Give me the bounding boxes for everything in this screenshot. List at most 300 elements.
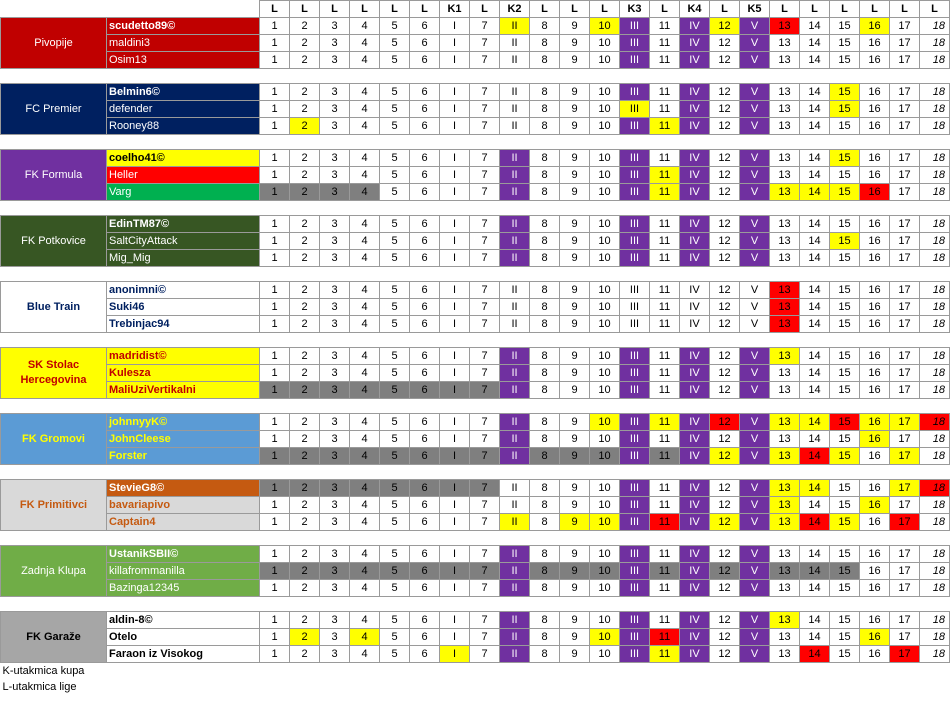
round-cell: 1 xyxy=(260,35,290,52)
spacer-row xyxy=(1,597,950,612)
round-cell: I xyxy=(440,282,470,299)
corner-cell xyxy=(1,1,107,18)
round-cell: 17 xyxy=(890,646,920,663)
player-name-cell: madridist© xyxy=(107,348,260,365)
round-cell: 17 xyxy=(890,563,920,580)
round-cell: 11 xyxy=(650,414,680,431)
round-cell: 1 xyxy=(260,101,290,118)
round-cell: I xyxy=(440,365,470,382)
round-cell: 11 xyxy=(650,431,680,448)
round-cell: 3 xyxy=(320,348,350,365)
round-cell: 4 xyxy=(350,167,380,184)
round-cell: 5 xyxy=(380,563,410,580)
spacer-cell xyxy=(1,531,950,546)
round-cell: 4 xyxy=(350,316,380,333)
round-cell: IV xyxy=(680,563,710,580)
round-cell: V xyxy=(740,382,770,399)
team-name-cell: FK Gromovi xyxy=(1,414,107,465)
round-cell: I xyxy=(440,250,470,267)
round-cell: 10 xyxy=(590,118,620,135)
player-row xyxy=(1,448,950,465)
round-cell: 9 xyxy=(560,150,590,167)
round-cell: 5 xyxy=(380,299,410,316)
round-cell: 13 xyxy=(770,646,800,663)
round-cell: 13 xyxy=(770,448,800,465)
round-cell: 8 xyxy=(530,299,560,316)
round-cell: 13 xyxy=(770,216,800,233)
player-name-cell: Bazinga12345 xyxy=(107,580,260,597)
round-cell: III xyxy=(620,84,650,101)
round-cell: 8 xyxy=(530,101,560,118)
round-cell: 15 xyxy=(830,563,860,580)
round-cell: V xyxy=(740,52,770,69)
round-cell: 15 xyxy=(830,250,860,267)
round-cell: 11 xyxy=(650,118,680,135)
round-cell: 3 xyxy=(320,118,350,135)
round-cell: III xyxy=(620,316,650,333)
round-cell: II xyxy=(500,101,530,118)
round-cell: III xyxy=(620,365,650,382)
round-cell: 17 xyxy=(890,448,920,465)
spacer-row xyxy=(1,465,950,480)
round-cell: 9 xyxy=(560,348,590,365)
round-cell: 7 xyxy=(470,414,500,431)
round-cell: 11 xyxy=(650,646,680,663)
round-cell: 14 xyxy=(800,35,830,52)
round-cell: II xyxy=(500,233,530,250)
round-cell: 11 xyxy=(650,216,680,233)
player-row xyxy=(1,35,950,52)
team-name-cell: Blue Train xyxy=(1,282,107,333)
round-cell: V xyxy=(740,629,770,646)
round-cell: IV xyxy=(680,514,710,531)
column-header: L xyxy=(650,1,680,18)
round-cell: 16 xyxy=(860,101,890,118)
round-cell: I xyxy=(440,52,470,69)
round-cell: 12 xyxy=(710,52,740,69)
player-row xyxy=(1,348,950,365)
round-cell: 16 xyxy=(860,563,890,580)
round-cell: 11 xyxy=(650,18,680,35)
round-cell: I xyxy=(440,348,470,365)
round-cell: 14 xyxy=(800,216,830,233)
round-cell: 5 xyxy=(380,184,410,201)
round-cell: 3 xyxy=(320,365,350,382)
round-cell: 1 xyxy=(260,382,290,399)
round-cell: V xyxy=(740,299,770,316)
round-cell: 6 xyxy=(410,365,440,382)
round-cell: 7 xyxy=(470,563,500,580)
column-header: L xyxy=(710,1,740,18)
round-cell: IV xyxy=(680,101,710,118)
round-cell: II xyxy=(500,282,530,299)
round-cell: 15 xyxy=(830,18,860,35)
round-cell: 5 xyxy=(380,348,410,365)
round-cell: 12 xyxy=(710,101,740,118)
round-cell: 5 xyxy=(380,646,410,663)
round-cell: 12 xyxy=(710,382,740,399)
round-cell: 11 xyxy=(650,316,680,333)
round-cell: 1 xyxy=(260,629,290,646)
round-cell: 13 xyxy=(770,316,800,333)
round-cell: 14 xyxy=(800,233,830,250)
round-cell: II xyxy=(500,316,530,333)
column-header: L xyxy=(590,1,620,18)
round-cell: I xyxy=(440,216,470,233)
round-cell: 15 xyxy=(830,448,860,465)
round-cell: 17 xyxy=(890,18,920,35)
round-cell: 3 xyxy=(320,546,350,563)
round-cell: 9 xyxy=(560,250,590,267)
round-cell: III xyxy=(620,431,650,448)
column-header: L xyxy=(770,1,800,18)
round-cell: 9 xyxy=(560,299,590,316)
round-cell: 9 xyxy=(560,365,590,382)
player-row xyxy=(1,414,950,431)
round-cell: 6 xyxy=(410,414,440,431)
round-cell: 11 xyxy=(650,546,680,563)
round-cell: 9 xyxy=(560,316,590,333)
round-cell: 7 xyxy=(470,299,500,316)
round-cell: 17 xyxy=(890,497,920,514)
round-cell: 18 xyxy=(920,382,950,399)
round-cell: 7 xyxy=(470,514,500,531)
round-cell: I xyxy=(440,629,470,646)
round-cell: 10 xyxy=(590,431,620,448)
round-cell: 16 xyxy=(860,348,890,365)
round-cell: I xyxy=(440,84,470,101)
player-name-cell: UstanikSBII© xyxy=(107,546,260,563)
round-cell: III xyxy=(620,629,650,646)
round-cell: 6 xyxy=(410,580,440,597)
round-cell: III xyxy=(620,546,650,563)
player-row xyxy=(1,365,950,382)
column-header: L xyxy=(470,1,500,18)
round-cell: 8 xyxy=(530,365,560,382)
round-cell: 16 xyxy=(860,84,890,101)
round-cell: I xyxy=(440,35,470,52)
round-cell: 9 xyxy=(560,546,590,563)
round-cell: 14 xyxy=(800,431,830,448)
round-cell: 4 xyxy=(350,612,380,629)
round-cell: 16 xyxy=(860,52,890,69)
player-row xyxy=(1,216,950,233)
round-cell: 17 xyxy=(890,184,920,201)
round-cell: 2 xyxy=(290,35,320,52)
round-cell: 1 xyxy=(260,348,290,365)
round-cell: 14 xyxy=(800,563,830,580)
round-cell: 4 xyxy=(350,365,380,382)
player-row xyxy=(1,282,950,299)
round-cell: 6 xyxy=(410,348,440,365)
round-cell: 14 xyxy=(800,414,830,431)
round-cell: 14 xyxy=(800,497,830,514)
round-cell: 7 xyxy=(470,52,500,69)
round-cell: 7 xyxy=(470,316,500,333)
column-header: K4 xyxy=(680,1,710,18)
player-name-cell: JohnCleese xyxy=(107,431,260,448)
round-cell: IV xyxy=(680,299,710,316)
round-cell: 12 xyxy=(710,18,740,35)
round-cell: 13 xyxy=(770,299,800,316)
round-cell: 7 xyxy=(470,646,500,663)
team-name-cell: Zadnja Klupa xyxy=(1,546,107,597)
round-cell: III xyxy=(620,233,650,250)
round-cell: 1 xyxy=(260,646,290,663)
round-cell: 1 xyxy=(260,216,290,233)
round-cell: 6 xyxy=(410,18,440,35)
round-cell: 6 xyxy=(410,514,440,531)
round-cell: III xyxy=(620,514,650,531)
round-cell: 12 xyxy=(710,299,740,316)
round-cell: III xyxy=(620,101,650,118)
column-header: K5 xyxy=(740,1,770,18)
column-header: L xyxy=(890,1,920,18)
round-cell: II xyxy=(500,414,530,431)
player-name-cell: maldini3 xyxy=(107,35,260,52)
round-cell: 17 xyxy=(890,546,920,563)
round-cell: 18 xyxy=(920,431,950,448)
round-cell: 1 xyxy=(260,150,290,167)
round-cell: 8 xyxy=(530,233,560,250)
round-cell: 6 xyxy=(410,52,440,69)
round-cell: 10 xyxy=(590,365,620,382)
round-cell: 13 xyxy=(770,184,800,201)
round-cell: 3 xyxy=(320,514,350,531)
round-cell: 16 xyxy=(860,414,890,431)
round-cell: 7 xyxy=(470,150,500,167)
round-cell: III xyxy=(620,35,650,52)
column-header: L xyxy=(290,1,320,18)
round-cell: II xyxy=(500,646,530,663)
player-name-cell: defender xyxy=(107,101,260,118)
round-cell: 4 xyxy=(350,52,380,69)
round-cell: 14 xyxy=(800,282,830,299)
round-cell: 6 xyxy=(410,612,440,629)
round-cell: 12 xyxy=(710,580,740,597)
round-cell: V xyxy=(740,580,770,597)
round-cell: 5 xyxy=(380,612,410,629)
round-cell: 12 xyxy=(710,150,740,167)
round-cell: 17 xyxy=(890,233,920,250)
round-cell: 16 xyxy=(860,216,890,233)
round-cell: V xyxy=(740,316,770,333)
round-cell: II xyxy=(500,250,530,267)
round-cell: 16 xyxy=(860,646,890,663)
round-cell: 11 xyxy=(650,299,680,316)
round-cell: 3 xyxy=(320,233,350,250)
round-cell: 5 xyxy=(380,497,410,514)
round-cell: 13 xyxy=(770,497,800,514)
round-cell: 10 xyxy=(590,299,620,316)
round-cell: II xyxy=(500,563,530,580)
round-cell: IV xyxy=(680,250,710,267)
round-cell: 2 xyxy=(290,414,320,431)
round-cell: 10 xyxy=(590,150,620,167)
round-cell: 11 xyxy=(650,365,680,382)
round-cell: 11 xyxy=(650,84,680,101)
round-cell: 1 xyxy=(260,546,290,563)
round-cell: 12 xyxy=(710,184,740,201)
round-cell: 9 xyxy=(560,52,590,69)
round-cell: 2 xyxy=(290,282,320,299)
round-cell: 5 xyxy=(380,84,410,101)
round-cell: 4 xyxy=(350,497,380,514)
round-cell: V xyxy=(740,348,770,365)
round-cell: II xyxy=(500,348,530,365)
round-cell: 14 xyxy=(800,101,830,118)
round-cell: 13 xyxy=(770,365,800,382)
round-cell: IV xyxy=(680,580,710,597)
round-cell: V xyxy=(740,184,770,201)
round-cell: 11 xyxy=(650,563,680,580)
round-cell: 10 xyxy=(590,52,620,69)
round-cell: V xyxy=(740,282,770,299)
round-cell: 5 xyxy=(380,546,410,563)
round-cell: 8 xyxy=(530,629,560,646)
round-cell: 16 xyxy=(860,250,890,267)
round-cell: 18 xyxy=(920,546,950,563)
round-cell: III xyxy=(620,18,650,35)
round-cell: 13 xyxy=(770,84,800,101)
round-cell: 2 xyxy=(290,646,320,663)
round-cell: 8 xyxy=(530,316,560,333)
round-cell: 10 xyxy=(590,216,620,233)
round-cell: 4 xyxy=(350,184,380,201)
round-cell: 4 xyxy=(350,118,380,135)
round-cell: III xyxy=(620,382,650,399)
round-cell: 13 xyxy=(770,629,800,646)
round-cell: 11 xyxy=(650,35,680,52)
round-cell: II xyxy=(500,431,530,448)
player-name-cell: Faraon iz Visokog xyxy=(107,646,260,663)
player-row xyxy=(1,167,950,184)
legend-row xyxy=(1,679,950,695)
round-cell: 8 xyxy=(530,580,560,597)
round-cell: 12 xyxy=(710,514,740,531)
round-cell: 16 xyxy=(860,18,890,35)
round-cell: 16 xyxy=(860,299,890,316)
spacer-row xyxy=(1,531,950,546)
round-cell: 3 xyxy=(320,480,350,497)
round-cell: 12 xyxy=(710,233,740,250)
round-cell: 6 xyxy=(410,250,440,267)
round-cell: 10 xyxy=(590,580,620,597)
round-cell: 2 xyxy=(290,580,320,597)
round-cell: 18 xyxy=(920,118,950,135)
round-cell: 13 xyxy=(770,52,800,69)
round-cell: 17 xyxy=(890,580,920,597)
round-cell: 2 xyxy=(290,52,320,69)
player-row xyxy=(1,612,950,629)
round-cell: 12 xyxy=(710,431,740,448)
player-row xyxy=(1,382,950,399)
round-cell: I xyxy=(440,646,470,663)
round-cell: 12 xyxy=(710,316,740,333)
round-cell: I xyxy=(440,167,470,184)
round-cell: 11 xyxy=(650,382,680,399)
round-cell: 2 xyxy=(290,348,320,365)
round-cell: 14 xyxy=(800,580,830,597)
player-name-cell: aldin-8© xyxy=(107,612,260,629)
team-name-cell: FK Formula xyxy=(1,150,107,201)
round-cell: 7 xyxy=(470,216,500,233)
round-cell: 6 xyxy=(410,233,440,250)
round-cell: 4 xyxy=(350,18,380,35)
round-cell: 8 xyxy=(530,35,560,52)
round-cell: 12 xyxy=(710,563,740,580)
round-cell: 9 xyxy=(560,216,590,233)
round-cell: 2 xyxy=(290,514,320,531)
round-cell: 9 xyxy=(560,431,590,448)
round-cell: 7 xyxy=(470,118,500,135)
round-cell: 2 xyxy=(290,150,320,167)
round-cell: 11 xyxy=(650,233,680,250)
round-cell: 10 xyxy=(590,18,620,35)
round-cell: 15 xyxy=(830,348,860,365)
round-cell: 2 xyxy=(290,233,320,250)
round-cell: V xyxy=(740,546,770,563)
round-cell: 2 xyxy=(290,18,320,35)
round-cell: II xyxy=(500,184,530,201)
round-cell: V xyxy=(740,431,770,448)
round-cell: 14 xyxy=(800,348,830,365)
round-cell: 11 xyxy=(650,480,680,497)
round-cell: 12 xyxy=(710,546,740,563)
player-name-cell: Varg xyxy=(107,184,260,201)
round-cell: 17 xyxy=(890,348,920,365)
round-cell: 11 xyxy=(650,448,680,465)
round-cell: 2 xyxy=(290,612,320,629)
round-cell: 15 xyxy=(830,233,860,250)
round-cell: 9 xyxy=(560,414,590,431)
round-cell: 4 xyxy=(350,514,380,531)
round-cell: II xyxy=(500,84,530,101)
round-cell: 6 xyxy=(410,299,440,316)
round-cell: 15 xyxy=(830,497,860,514)
round-cell: 12 xyxy=(710,282,740,299)
round-cell: 3 xyxy=(320,216,350,233)
round-cell: 9 xyxy=(560,84,590,101)
round-cell: IV xyxy=(680,216,710,233)
round-cell: I xyxy=(440,299,470,316)
player-row xyxy=(1,233,950,250)
round-cell: 17 xyxy=(890,167,920,184)
round-cell: 13 xyxy=(770,414,800,431)
round-cell: 18 xyxy=(920,646,950,663)
round-cell: 2 xyxy=(290,448,320,465)
round-cell: 4 xyxy=(350,414,380,431)
round-cell: 4 xyxy=(350,35,380,52)
round-cell: 5 xyxy=(380,282,410,299)
round-cell: 6 xyxy=(410,629,440,646)
round-cell: 9 xyxy=(560,118,590,135)
round-cell: 18 xyxy=(920,629,950,646)
player-row xyxy=(1,431,950,448)
player-name-cell: SaltCityAttack xyxy=(107,233,260,250)
round-cell: 12 xyxy=(710,250,740,267)
round-cell: 11 xyxy=(650,514,680,531)
round-cell: 18 xyxy=(920,580,950,597)
round-cell: 5 xyxy=(380,448,410,465)
round-cell: 8 xyxy=(530,448,560,465)
round-cell: 2 xyxy=(290,497,320,514)
player-row xyxy=(1,52,950,69)
round-cell: V xyxy=(740,563,770,580)
round-cell: 10 xyxy=(590,316,620,333)
round-cell: IV xyxy=(680,546,710,563)
round-cell: 5 xyxy=(380,365,410,382)
